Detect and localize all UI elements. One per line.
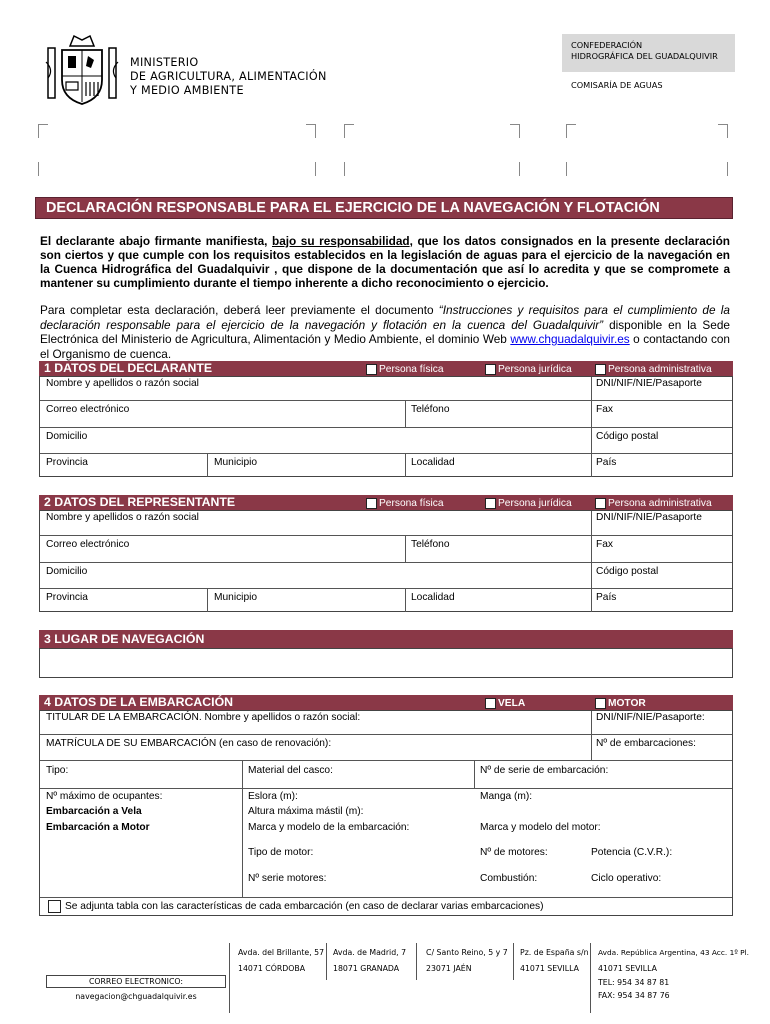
section-2-header: [39, 495, 733, 510]
rep-person-juridica-checkbox[interactable]: [485, 496, 572, 511]
navigation-place-field[interactable]: [39, 648, 733, 678]
stamp-corner-mark: [306, 162, 316, 176]
office-city: 41071 SEVILLA: [598, 964, 657, 973]
col-divider: [405, 400, 406, 427]
footer-divider: [326, 943, 327, 980]
rep-name-field[interactable]: Nombre y apellidos o razón social: [46, 512, 199, 523]
row-divider: [40, 562, 732, 563]
motor-checkbox[interactable]: [595, 696, 646, 711]
office-city: 41071 SEVILLA: [520, 964, 579, 973]
sail-boat-label: Embarcación a Vela: [46, 806, 142, 817]
fuel-field[interactable]: Combustión:: [480, 873, 538, 884]
row-divider: [40, 400, 732, 401]
stamp-corner-mark: [510, 162, 520, 176]
row-divider: [40, 760, 732, 761]
row-divider: [40, 588, 732, 589]
col-divider: [405, 588, 406, 612]
boat-type-field[interactable]: Tipo:: [46, 765, 69, 776]
checkbox-box[interactable]: [366, 364, 377, 375]
checkbox-label: VELA: [498, 698, 526, 709]
checkbox-box[interactable]: [485, 364, 496, 375]
checkbox-label: Persona administrativa: [608, 498, 712, 509]
stamp-corner-mark: [306, 124, 316, 138]
intro-underlined: bajo su responsabilidad: [271, 234, 410, 248]
instructions-paragraph: [40, 303, 730, 361]
cycle-field[interactable]: Ciclo operativo:: [591, 873, 662, 884]
confederation-line: HIDROGRÁFICA DEL GUADALQUIVIR: [571, 51, 718, 61]
checkbox-label: Persona física: [379, 498, 444, 509]
declarant-address-field[interactable]: Domicilio: [46, 431, 88, 442]
checkbox-box[interactable]: [595, 498, 606, 509]
stamp-corner-mark: [344, 124, 354, 138]
website-link[interactable]: www.chguadalquivir.es: [510, 332, 630, 346]
checkbox-box[interactable]: [485, 498, 496, 509]
section-4-form: [39, 710, 733, 916]
declarant-locality-field[interactable]: Localidad: [411, 457, 455, 468]
confederation-box: [562, 34, 735, 72]
mast-height-field[interactable]: Altura máxima mástil (m):: [248, 806, 364, 817]
instructions-text: o contactando con el Organismo de cuenca.: [40, 332, 730, 361]
ministry-line: MINISTERIO: [130, 56, 199, 69]
ministry-line: Y MEDIO AMBIENTE: [130, 84, 244, 97]
document-title: DECLARACIÓN RESPONSABLE PARA EL EJERCICIO DE LA NAVEGACIÓN Y FLOTACIÓN: [35, 197, 733, 219]
vela-checkbox[interactable]: [485, 696, 525, 711]
person-fisica-checkbox[interactable]: [366, 362, 444, 377]
beam-field[interactable]: Manga (m):: [480, 791, 533, 802]
row-divider: [40, 788, 732, 789]
rep-email-field[interactable]: Correo electrónico: [46, 539, 130, 550]
checkbox-label: MOTOR: [608, 698, 646, 709]
section-1-header: [39, 361, 733, 376]
footer-divider: [416, 943, 417, 980]
rep-phone-field[interactable]: Teléfono: [411, 539, 450, 550]
col-divider: [591, 511, 592, 612]
stamp-corner-mark: [566, 124, 576, 138]
owner-doc-field[interactable]: DNI/NIF/NIE/Pasaporte:: [596, 712, 705, 723]
col-divider: [207, 588, 208, 612]
stamp-corner-mark: [38, 124, 48, 138]
declarant-fax-field[interactable]: Fax: [596, 404, 613, 415]
boat-model-field[interactable]: Marca y modelo de la embarcación:: [248, 822, 410, 833]
checkbox-label: Persona física: [379, 364, 444, 375]
office-address: Pz. de España s/n: [520, 948, 589, 957]
office-city: 18071 GRANADA: [333, 964, 400, 973]
declarant-name-field[interactable]: Nombre y apellidos o razón social: [46, 378, 199, 389]
checkbox-label: Persona jurídica: [498, 364, 572, 375]
motor-model-field[interactable]: Marca y modelo del motor:: [480, 822, 601, 833]
motor-count-field[interactable]: Nº de motores:: [480, 847, 548, 858]
rep-person-fisica-checkbox[interactable]: [366, 496, 444, 511]
stamp-corner-mark: [344, 162, 354, 176]
checkbox-label: Persona administrativa: [608, 364, 712, 375]
col-divider: [591, 377, 592, 477]
rep-municipality-field[interactable]: Municipio: [214, 592, 258, 603]
motor-boat-label: Embarcación a Motor: [46, 822, 150, 833]
motor-type-field[interactable]: Tipo de motor:: [248, 847, 314, 858]
declarant-municipality-field[interactable]: Municipio: [214, 457, 258, 468]
num-boats-field[interactable]: Nº de embarcaciones:: [596, 738, 696, 749]
section-1-form: [39, 376, 733, 477]
row-divider: [40, 734, 732, 735]
registration-field[interactable]: MATRÍCULA DE SU EMBARCACIÓN (en caso de renovación):: [46, 738, 332, 749]
office-address: Avda. del Brillante, 57: [238, 948, 325, 957]
col-divider: [591, 711, 592, 760]
declaration-statement: [40, 234, 730, 290]
section-4-title: 4 DATOS DE LA EMBARCACIÓN: [44, 695, 234, 709]
stamp-corner-mark: [38, 162, 48, 176]
col-divider: [405, 453, 406, 477]
section-4-header: [39, 695, 733, 710]
office-address: Avda. República Argentina, 43 Acc. 1º Pl.: [598, 948, 750, 957]
stamp-corner-mark: [566, 162, 576, 176]
rep-country-field[interactable]: País: [596, 592, 617, 603]
attach-table-label: Se adjunta tabla con las características de cada embarcación (en caso de declarar varias embarcaciones): [65, 901, 544, 912]
motor-serial-field[interactable]: Nº serie motores:: [248, 873, 327, 884]
rep-province-field[interactable]: Provincia: [46, 592, 88, 603]
office-city: 23071 JAÉN: [426, 964, 472, 973]
checkbox-box[interactable]: [595, 364, 606, 375]
coat-of-arms-logo: [44, 32, 120, 110]
declarant-doc-field[interactable]: DNI/NIF/NIE/Pasaporte: [596, 378, 702, 389]
comisaria-label: COMISARÍA DE AGUAS: [571, 80, 663, 90]
ministry-name: [130, 56, 327, 98]
section-2-title: 2 DATOS DEL REPRESENTANTE: [44, 495, 236, 509]
owner-name-field[interactable]: TITULAR DE LA EMBARCACIÓN. Nombre y apellidos o razón social:: [46, 712, 361, 723]
hull-material-field[interactable]: Material del casco:: [248, 765, 333, 776]
email-label-box: CORREO ELECTRONICO:: [46, 975, 226, 988]
rep-address-field[interactable]: Domicilio: [46, 566, 88, 577]
col-divider: [242, 760, 243, 897]
ministry-line: DE AGRICULTURA, ALIMENTACIÓN: [130, 70, 327, 83]
row-divider: [40, 897, 732, 898]
stamp-corner-mark: [510, 124, 520, 138]
instructions-text: disponible en la Sede Electrónica del Ministerio de Agricultura, Alimentación y Medio Ambiente, el dominio Web: [40, 317, 730, 346]
section-3-header: [39, 630, 733, 648]
person-administrativa-checkbox[interactable]: [595, 362, 712, 377]
section-2-form: [39, 510, 733, 612]
rep-locality-field[interactable]: Localidad: [411, 592, 455, 603]
section-1-title: 1 DATOS DEL DECLARANTE: [44, 361, 213, 375]
length-field[interactable]: Eslora (m):: [248, 791, 298, 802]
rep-doc-field[interactable]: DNI/NIF/NIE/Pasaporte: [596, 512, 702, 523]
row-divider: [40, 427, 732, 428]
declarant-country-field[interactable]: País: [596, 457, 617, 468]
footer-divider: [590, 943, 591, 1013]
office-address: C/ Santo Reino, 5 y 7: [426, 948, 508, 957]
person-juridica-checkbox[interactable]: [485, 362, 572, 377]
declarant-province-field[interactable]: Provincia: [46, 457, 88, 468]
stamp-corner-mark: [718, 162, 728, 176]
declarant-postal-field[interactable]: Código postal: [596, 431, 659, 442]
instructions-doc-title: “Instrucciones y requisitos para el cumplimiento de la declaración responsable para el ejercicio de la navegación y flotación en la cuenca del Guadalquivir”: [40, 303, 730, 332]
intro-text: El declarante abajo firmante manifiesta,: [40, 234, 272, 248]
col-divider: [207, 453, 208, 477]
row-divider: [40, 535, 732, 536]
max-occupants-field[interactable]: Nº máximo de ocupantes:: [46, 791, 163, 802]
footer-divider: [513, 943, 514, 980]
rep-postal-field[interactable]: Código postal: [596, 566, 659, 577]
boat-serial-field[interactable]: Nº de serie de embarcación:: [480, 765, 609, 776]
section-3-title: 3 LUGAR DE NAVEGACIÓN: [44, 632, 205, 646]
col-divider: [474, 760, 475, 788]
contact-email[interactable]: navegacion@chguadalquivir.es: [75, 992, 197, 1001]
power-field[interactable]: Potencia (C.V.R.):: [591, 847, 673, 858]
rep-fax-field[interactable]: Fax: [596, 539, 613, 550]
checkbox-box[interactable]: [595, 698, 606, 709]
stamp-corner-mark: [718, 124, 728, 138]
intro-text: , que los datos consignados en la presente declaración son ciertos y que cumple con los requisitos establecidos en la legislación de aguas para el ejercicio de la navegación en la Cuenca Hidrográfica del Guadalquivir , que dispone de la documentación que así lo acredita y que se compromete a mantener su cumplimiento durante el tiempo inherente a dicho reconocimiento o ejercicio.: [40, 234, 731, 290]
office-city: 14071 CÓRDOBA: [238, 964, 306, 973]
office-address: Avda. de Madrid, 7: [333, 948, 407, 957]
office-fax: FAX: 954 34 87 76: [598, 991, 670, 1000]
rep-person-administrativa-checkbox[interactable]: [595, 496, 712, 511]
checkbox-label: Persona jurídica: [498, 498, 572, 509]
row-divider: [40, 453, 732, 454]
checkbox-box[interactable]: [366, 498, 377, 509]
checkbox-box[interactable]: [485, 698, 496, 709]
footer-divider: [229, 943, 230, 1013]
instructions-text: Para completar esta declaración, deberá leer previamente el documento: [40, 303, 439, 317]
confederation-line: CONFEDERACIÓN: [571, 40, 643, 50]
col-divider: [405, 535, 406, 562]
declarant-email-field[interactable]: Correo electrónico: [46, 404, 130, 415]
office-phone: TEL: 954 34 87 81: [598, 978, 670, 987]
declarant-phone-field[interactable]: Teléfono: [411, 404, 450, 415]
attach-table-checkbox[interactable]: [48, 900, 61, 913]
